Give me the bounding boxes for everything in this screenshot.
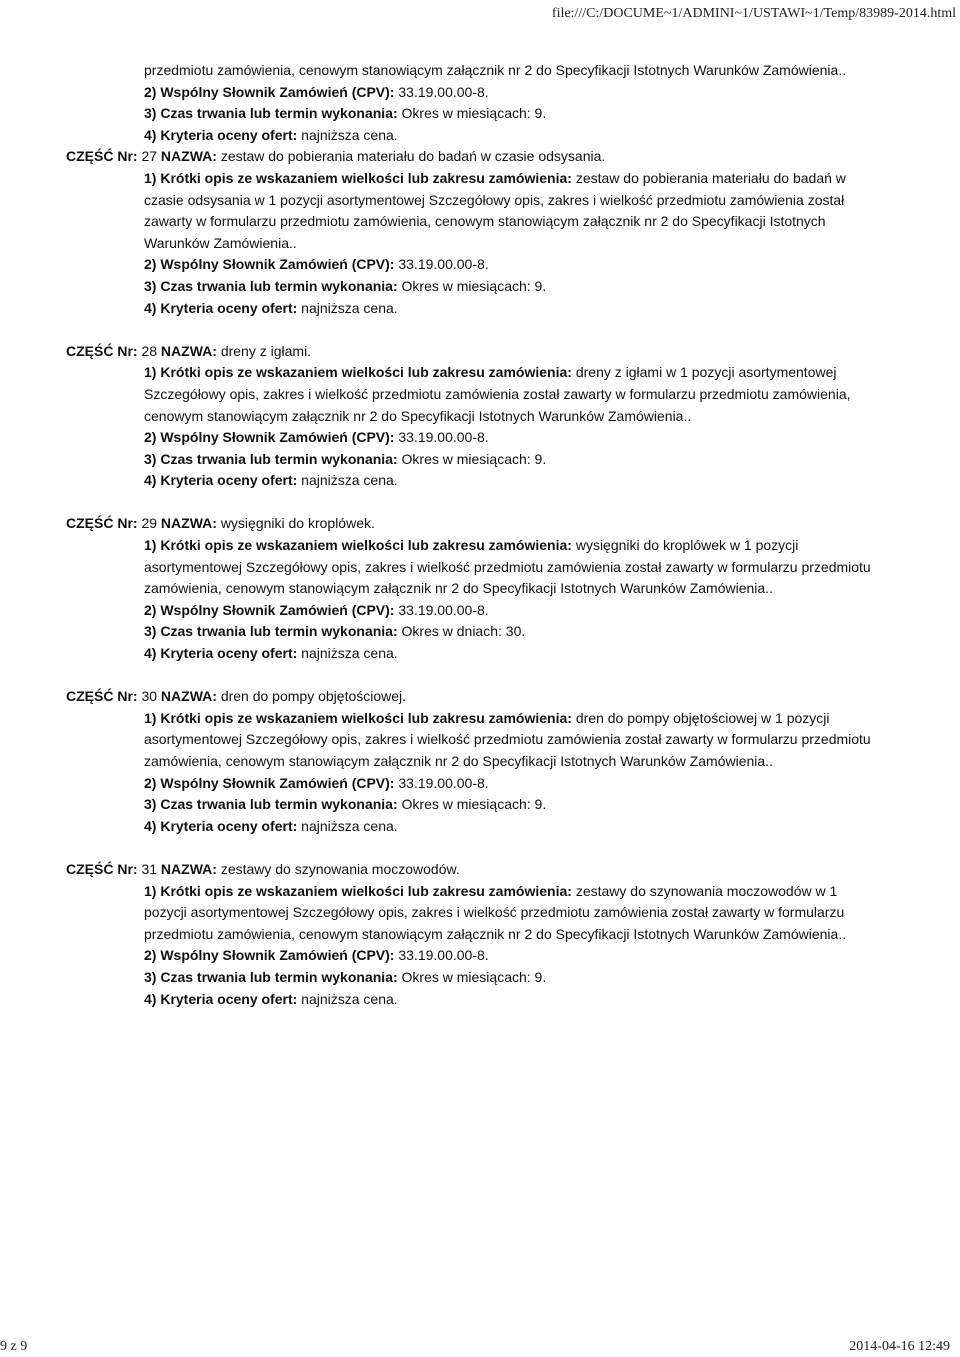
description-line: zamówienia, cenowym stanowiącym załącznik nr 2 do Specyfikacji Istotnych Warunków Zamówienia.. [144,580,773,597]
part-title [66,686,896,708]
part-name: wysięgniki do kroplówek. [220,515,375,532]
duration-value: Okres w dniach: 30. [401,623,526,640]
part-label: CZĘŚĆ Nr: [66,515,138,532]
part-section [66,146,896,319]
criteria-line [144,643,896,665]
duration-value: Okres w miesiącach: 9. [401,968,547,985]
part-details [66,708,896,838]
duration-value: Okres w miesiącach: 9. [401,450,547,467]
print-datetime: 2014-04-16 12:49 [849,1339,950,1354]
criteria-label: 4) Kryteria oceny ofert: [144,472,298,489]
part-details [66,362,896,492]
duration-value: Okres w miesiącach: 9. [401,796,547,813]
part-number: 30 [141,688,158,705]
part-number: 29 [141,515,158,532]
part-details [66,535,896,665]
description-line: Warunków Zamówienia.. [144,234,297,251]
cpv-label: 2) Wspólny Słownik Zamówień (CPV): [144,83,395,100]
document-content [66,60,896,1010]
duration-label: 3) Czas trwania lub termin wykonania: [144,450,398,467]
description-line [144,881,896,903]
name-label: NAZWA: [160,515,217,532]
criteria-label: 4) Kryteria oceny ofert: [144,817,298,834]
part-name: zestaw do pobierania materiału do badań w czasie odsysania. [220,148,606,165]
description-line: czasie odsysania w 1 pozycji asortymentowej Szczegółowy opis, zakres i wielkość przedmiotu zamówienia został [144,191,845,208]
description-tail: przedmiotu zamówienia, cenowym stanowiącym załącznik nr 2 do Specyfikacji Istotnych Warunków Zamówienia.. [144,62,847,78]
duration-value: Okres w miesiącach: 9. [401,277,547,294]
criteria-line [144,125,896,147]
duration-label: 3) Czas trwania lub termin wykonania: [144,968,398,985]
part-label: CZĘŚĆ Nr: [66,688,138,705]
duration-line [144,276,896,298]
description-label: 1) Krótki opis ze wskazaniem wielkości lub zakresu zamówienia: [144,709,572,726]
part-number: 28 [141,342,158,359]
part-label: CZĘŚĆ Nr: [66,860,138,877]
part-name: dren do pompy objętościowej. [220,688,407,705]
cpv-label: 2) Wspólny Słownik Zamówień (CPV): [144,429,395,446]
name-label: NAZWA: [160,860,217,877]
page-number: 9 z 9 [0,1339,28,1354]
duration-label: 3) Czas trwania lub termin wykonania: [144,105,398,122]
duration-label: 3) Czas trwania lub termin wykonania: [144,796,398,813]
cpv-label: 2) Wspólny Słownik Zamówień (CPV): [144,774,395,791]
criteria-value: najniższa cena. [301,299,398,316]
name-label: NAZWA: [160,688,217,705]
cpv-label: 2) Wspólny Słownik Zamówień (CPV): [144,601,395,618]
description-line [144,168,896,190]
duration-line [144,449,896,471]
description-label: 1) Krótki opis ze wskazaniem wielkości lub zakresu zamówienia: [144,882,572,899]
duration-label: 3) Czas trwania lub termin wykonania: [144,623,398,640]
cpv-line [144,427,896,449]
part-title [66,341,896,363]
cpv-line [144,600,896,622]
cpv-value: 33.19.00.00-8. [398,256,489,273]
cpv-line [144,773,896,795]
description-text: zestaw do pobierania materiału do badań w [575,169,846,186]
description-line: Szczegółowy opis, zakres i wielkość przedmiotu zamówienia został zawarty w formularzu przedmiotu zamówienia, [144,385,851,402]
description-line [144,708,896,730]
part-details [66,881,896,1011]
criteria-line [144,989,896,1011]
criteria-label: 4) Kryteria oceny ofert: [144,299,298,316]
criteria-line [144,470,896,492]
description-text: wysięgniki do kroplówek w 1 pozycji [575,537,799,554]
part-title [66,146,896,168]
description-label: 1) Krótki opis ze wskazaniem wielkości lub zakresu zamówienia: [144,537,572,554]
cpv-value: 33.19.00.00-8. [398,601,489,618]
cpv-value: 33.19.00.00-8. [398,429,489,446]
duration-line [144,621,896,643]
description-text: zestawy do szynowania moczowodów w 1 [575,882,838,899]
part-details [66,168,896,319]
part-section [66,859,896,1010]
description-line [144,535,896,557]
description-line: zawarty w formularzu przedmiotu zamówienia, cenowym stanowiącym załącznik nr 2 do Specyfikacji Istotnych [144,213,826,230]
continued-part [66,60,896,146]
part-section [66,686,896,837]
criteria-line [144,298,896,320]
duration-value: Okres w miesiącach: 9. [401,105,547,122]
duration-line [144,967,896,989]
description-line: pozycji asortymentowej Szczegółowy opis, zakres i wielkość przedmiotu zamówienia został zawarty w formularzu [144,904,845,921]
criteria-value: najniższa cena. [301,645,398,662]
part-section [66,513,896,664]
page-url: file:///C:/DOCUME~1/ADMINI~1/USTAWI~1/Temp/83989-2014.html [551,6,956,21]
description-text: dren do pompy objętościowej w 1 pozycji [575,709,830,726]
criteria-label: 4) Kryteria oceny ofert: [144,645,298,662]
criteria-label: 4) Kryteria oceny ofert: [144,990,298,1007]
description-line: przedmiotu zamówienia, cenowym stanowiącym załącznik nr 2 do Specyfikacji Istotnych Warunków Zamówienia.. [144,925,847,942]
description-text: dreny z igłami w 1 pozycji asortymentowej [575,364,837,381]
cpv-line [144,945,896,967]
criteria-value: najniższa cena. [301,126,398,143]
criteria-label: 4) Kryteria oceny ofert: [144,126,298,143]
description-line: asortymentowej Szczegółowy opis, zakres i wielkość przedmiotu zamówienia został zawarty w formularzu przedmiotu [144,731,871,748]
cpv-value: 33.19.00.00-8. [398,947,489,964]
part-label: CZĘŚĆ Nr: [66,148,138,165]
part-name: zestawy do szynowania moczowodów. [220,860,460,877]
description-line: cenowym stanowiącym załącznik nr 2 do Specyfikacji Istotnych Warunków Zamówienia.. [144,407,692,424]
criteria-line [144,816,896,838]
cpv-label: 2) Wspólny Słownik Zamówień (CPV): [144,256,395,273]
criteria-value: najniższa cena. [301,472,398,489]
name-label: NAZWA: [160,342,217,359]
criteria-value: najniższa cena. [301,817,398,834]
description-line: asortymentowej Szczegółowy opis, zakres i wielkość przedmiotu zamówienia został zawarty w formularzu przedmiotu [144,558,871,575]
part-section [66,341,896,492]
part-number: 31 [141,860,158,877]
description-line: zamówienia, cenowym stanowiącym załącznik nr 2 do Specyfikacji Istotnych Warunków Zamówienia.. [144,753,773,769]
description-label: 1) Krótki opis ze wskazaniem wielkości lub zakresu zamówienia: [144,364,572,381]
part-name: dreny z igłami. [220,342,312,359]
part-number: 27 [141,148,158,165]
parts-list [66,146,896,1010]
duration-label: 3) Czas trwania lub termin wykonania: [144,277,398,294]
name-label: NAZWA: [160,148,217,165]
criteria-value: najniższa cena. [301,990,398,1007]
cpv-value: 33.19.00.00-8. [398,774,489,791]
cpv-line [144,82,896,104]
part-label: CZĘŚĆ Nr: [66,342,138,359]
cpv-label: 2) Wspólny Słownik Zamówień (CPV): [144,947,395,964]
duration-line [144,794,896,816]
part-title [66,859,896,881]
cpv-line [144,254,896,276]
description-label: 1) Krótki opis ze wskazaniem wielkości lub zakresu zamówienia: [144,169,572,186]
cpv-value: 33.19.00.00-8. [398,83,489,100]
description-line [144,362,896,384]
part-title [66,513,896,535]
duration-line [144,103,896,125]
